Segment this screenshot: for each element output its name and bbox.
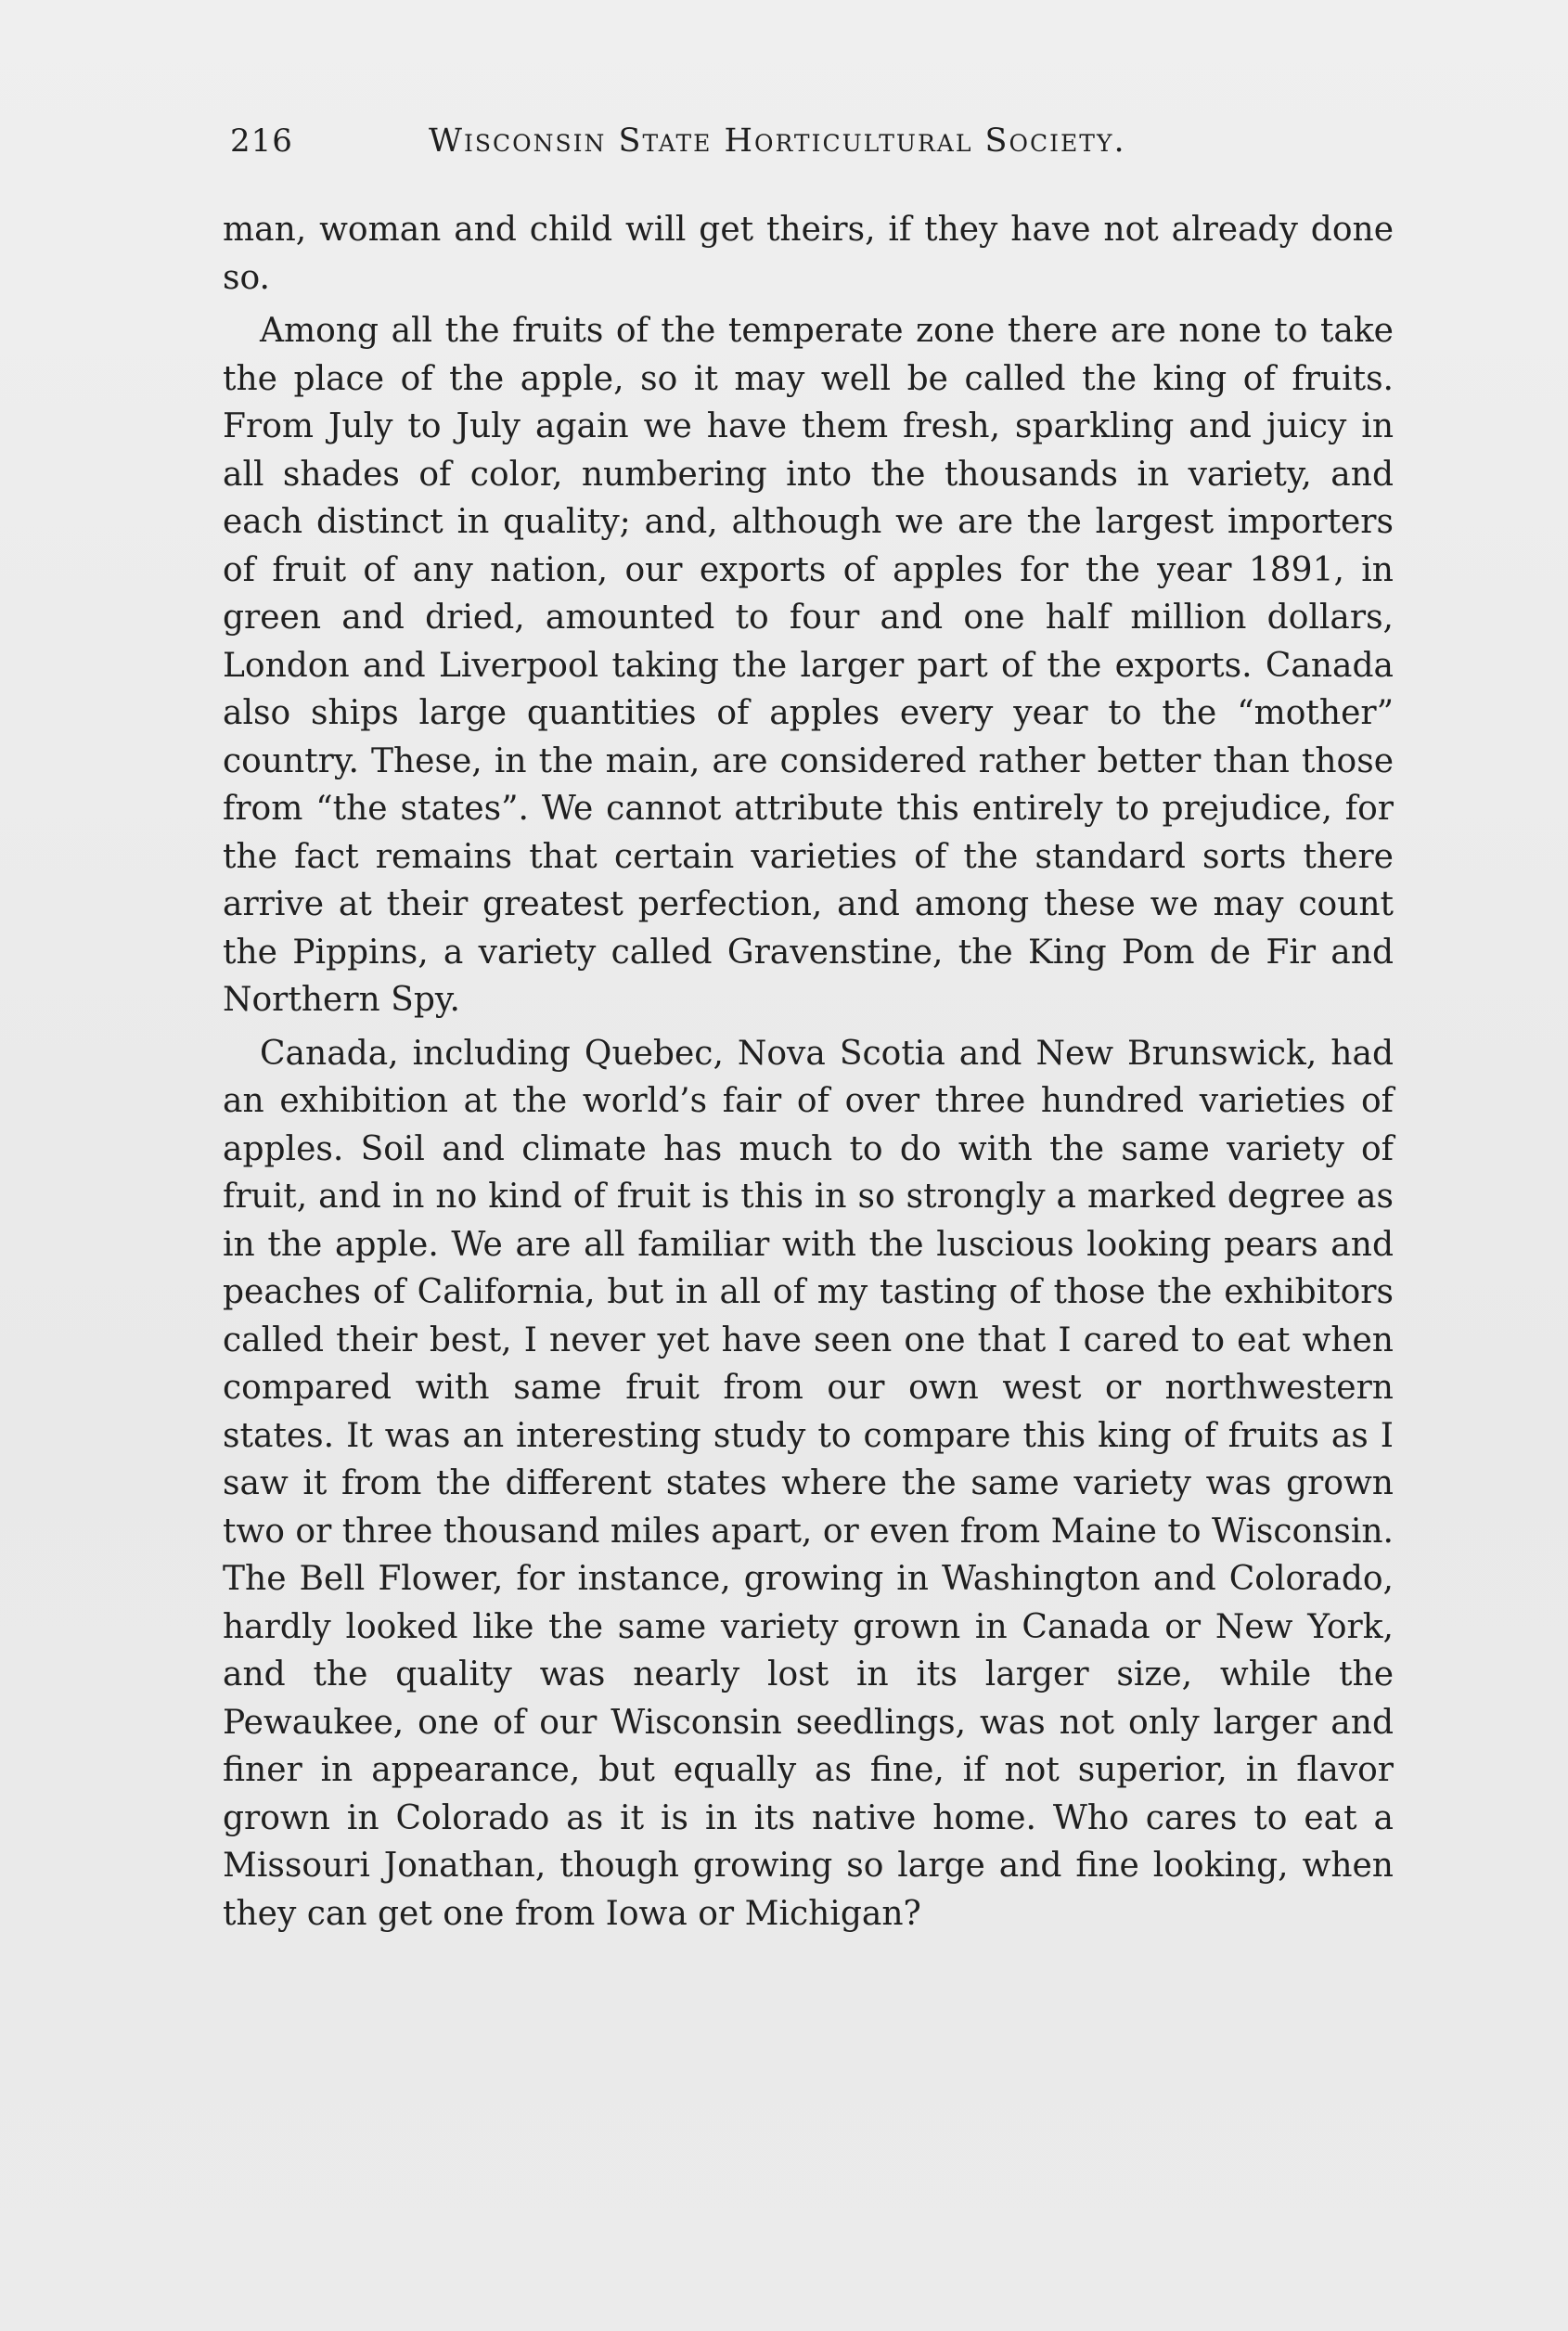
page-header [230,119,1204,163]
body-text [223,206,1394,1943]
paragraph-canada-exhibition: Canada, including Quebec, Nova Scotia and New Brunswick, had an exhibition at the world’s fair of over three hundred varieties of apples. Soil and climate has much to do with the same variety of fruit, and in no kind of fruit is this in so strongly a marked degree as in the apple. We are all familiar with the luscious looking pears and peaches of California, but in all of my tasting of those the exhibitors called their best, I never yet have seen one that I cared to eat when compared with same fruit from our own west or northwestern states. It was an interesting study to compare this king of fruits as I saw it from the different states where the same variety was grown two or three thousand miles apart, or even from Maine to Wisconsin. The Bell Flower, for instance, growing in Washington and Colorado, hardly looked like the same variety grown in Canada or New York, and the quality was nearly lost in its larger size, while the Pewaukee, one of our Wisconsin seedlings, was not only larger and finer in appearance, but equally as fine, if not superior, in flavor grown in Colorado as it is in its native home. Who cares to eat a Missouri Jonathan, though growing so large and fine looking, when they can get one from Iowa or Michigan? [223,1034,1394,1933]
paragraph-fruits-of-temperate-zone: Among all the fruits of the temperate zone there are none to take the place of the apple, so it may well be called the king of fruits. From July to July again we have them fresh, sparkling and juicy in all shades of color, numbering into the thousands in variety, and each distinct in quality; and, although we are the largest importers of fruit of any nation, our exports of apples for the year 1891, in green and dried, amounted to four and one half million dollars, London and Liverpool taking the larger part of the exports. Canada also ships large quantities of apples every year to the “mother” country. These, in the main, are considered rather better than those from “the states”. We cannot attribute this entirely to prejudice, for the fact remains that certain varieties of the standard sorts there arrive at their greatest perfection, and among these we may count the Pippins, a variety called Gravenstine, the King Pom de Fir and Northern Spy. [223,312,1394,1019]
running-title: Wisconsin State Horticultural Society. [429,122,1126,160]
paragraph-continuation: man, woman and child will get theirs, if they have not already done so. [223,211,1394,297]
page-number: 216 [230,122,293,160]
